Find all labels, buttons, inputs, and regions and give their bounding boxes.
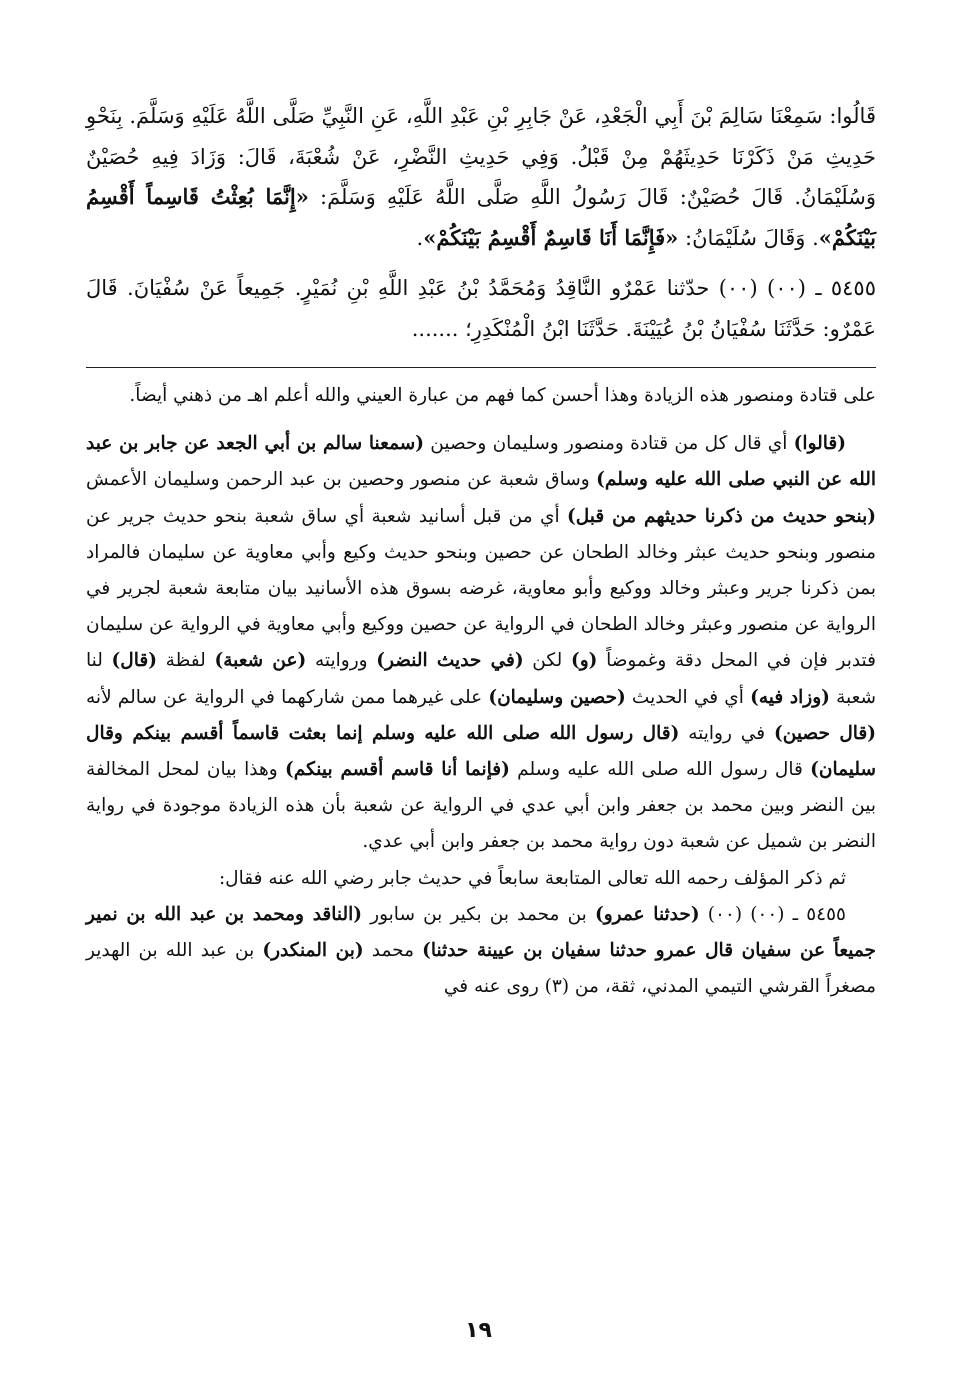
bold-text-span: (بن المنكدر) [262,940,364,962]
text-span: أي من قبل أسانيد شعبة أي ساق شعبة بنحو حديث جرير عن منصور وبنحو حديث عبثر وخالد الطحان عن حصين وبنحو حديث وكيع وأبي معاوية عن سليمان فالمراد بمن ذكرنا جرير وعبثر وخالد ووكيع وأبو معاوية، غرضه بسوق هذه الأسانيد بيان متابعة شعبة لجرير في الرواية عن منصور وعبثر وخالد الطحان في الرواية عن حصين ووكيع وأبي معاوية في الرواية عن سليمان فتدبر فإن في المحل دقة وغموضاً [86,505,876,672]
text-span: لكن [523,650,571,672]
bold-text-span: (قال) [111,650,157,672]
hadith-paragraph-1 [86,96,876,258]
bold-text-span: (و) [570,650,598,672]
text-span: . [416,225,424,250]
bold-text-span: (عن شعبة) [214,650,307,672]
hadith-paragraph-2: ٥٤٥٥ ـ (٠٠) (٠٠) حدّثنا عَمْرٌو النَّاقِدُ وَمُحَمَّدُ بْنُ عَبْدِ اللَّهِ بْنِ نُمَيْرٍ. جَمِيعاً عَنْ سُفْيَانَ. قَالَ عَمْرٌو: حَدَّثَنَا سُفْيَانُ بْنُ عُيَيْنَةَ. حَدَّثَنَا ابْنُ الْمُنْكَدِرِ؛ ....... [86,276,876,341]
bold-text-span: (حصين وسليمان) [488,686,626,708]
commentary-paragraph-3: ثم ذكر المؤلف رحمه الله تعالى المتابعة سابعاً في حديث جابر رضي الله عنه فقال: [218,867,846,889]
text-span: بن عبد الله بن الهدير مصغراً القرشي التيمي المدني، ثقة، من (٣) روى عنه في [86,940,876,998]
text-span: على غيرهما ممن شاركهما في الرواية عن سالم لأنه [86,686,489,708]
bold-text-span: (بنحو حديث من ذكرنا حديثهم من قبل) [567,505,876,527]
commentary-paragraph-1: على قتادة ومنصور هذه الزيادة وهذا أحسن كما فهم من عبارة العيني والله أعلم اهـ من ذهني أيضاً. [129,385,876,406]
text-span: . وَقَالَ سُلَيْمَانُ: [678,225,819,250]
commentary-paragraph-2 [86,426,876,860]
page-body [86,96,876,1005]
bold-text-span: (الناقد ومحمد بن عبد الله بن نمير جميعاً عن سفيان قال عمرو حدثنا سفيان بن عيينة حدثنا) [86,903,876,962]
hadith-text [86,96,876,349]
bold-text-span: (وزاد فيه) [750,686,830,708]
text-span: بن محمد بن بكير بن سابور [362,903,595,925]
text-span: قَالُوا: سَمِعْنَا سَالِمَ بْنَ أَبِي الْجَعْدِ، عَنْ جَابِرِ بْنِ عَبْدِ اللَّهِ، عَنِ النَّبِيِّ صَلَّى اللَّهُ عَلَيْهِ وَسَلَّمَ. بِنَحْوِ حَدِيثِ مَنْ ذَكَرْنَا حَدِيثَهُمْ مِنْ قَبْلُ. وَفِي حَدِيثِ النَّضْرِ، عَنْ شُعْبَةَ، قَالَ: وَزَادَ فِيهِ حُصَيْنٌ وَسُلَيْمَانُ. قَالَ حُصَيْنٌ: قَالَ رَسُولُ اللَّهِ صَلَّى اللَّهُ عَلَيْهِ وَسَلَّمَ: [86,104,876,209]
bold-text-span: (سمعنا سالم بن أبي الجعد عن جابر بن عبد الله عن النبي صلى الله عليه وسلم) [86,433,876,491]
bold-text-span: (حدثنا عمرو) [594,903,700,925]
text-span: لفظة [156,650,215,672]
text-span: أي قال كل من قتادة ومنصور وسليمان وحصين [424,433,794,455]
text-span: وروايته [306,650,377,672]
text-span: لنا شعبة [86,650,877,708]
text-span: وساق شعبة عن منصور وحصين بن عبد الرحمن وسليمان الأعمش [86,469,597,491]
bold-text-span: «فَإِنَّمَا أَنَا قَاسِمٌ أَقْسِمُ بَيْنَكُمْ» [423,224,679,250]
bold-text-span: «إِنَّمَا بُعِثْتُ قَاسِماً أَقْسِمُ بَيْنَكُمْ» [86,184,876,250]
text-span: وهذا بيان لمحل المخالفة بين النضر وبين محمد بن جعفر وابن أبي عدي في الرواية عن شعبة بأن هذه الزيادة موجودة في رواية النضر بن شميل عن شعبة دون رواية محمد بن جعفر وابن أبي عدي. [86,759,876,853]
bold-text-span: (في حديث النضر) [376,650,524,672]
text-span: أي في الحديث [625,686,751,708]
text-span: قال رسول الله صلى الله عليه وسلم [509,759,811,781]
commentary-paragraph-4 [86,897,876,1006]
bold-text-span: (قالوا) [793,433,846,455]
bold-text-span: (قال حصين) [773,722,877,744]
text-span: محمد [363,940,423,962]
footnote-divider [86,367,876,368]
bold-text-span: (قال رسول الله صلى الله عليه وسلم إنما بعثت قاسماً أقسم بينكم وقال سليمان) [86,722,877,781]
commentary-text [86,378,876,1005]
bold-text-span: (فإنما أنا قاسم أقسم بينكم) [285,759,510,781]
page-number: ١٩ [465,1318,492,1343]
text-span: في روايته [679,722,774,744]
text-span: ٥٤٥٥ ـ (٠٠) (٠٠) [699,903,846,925]
